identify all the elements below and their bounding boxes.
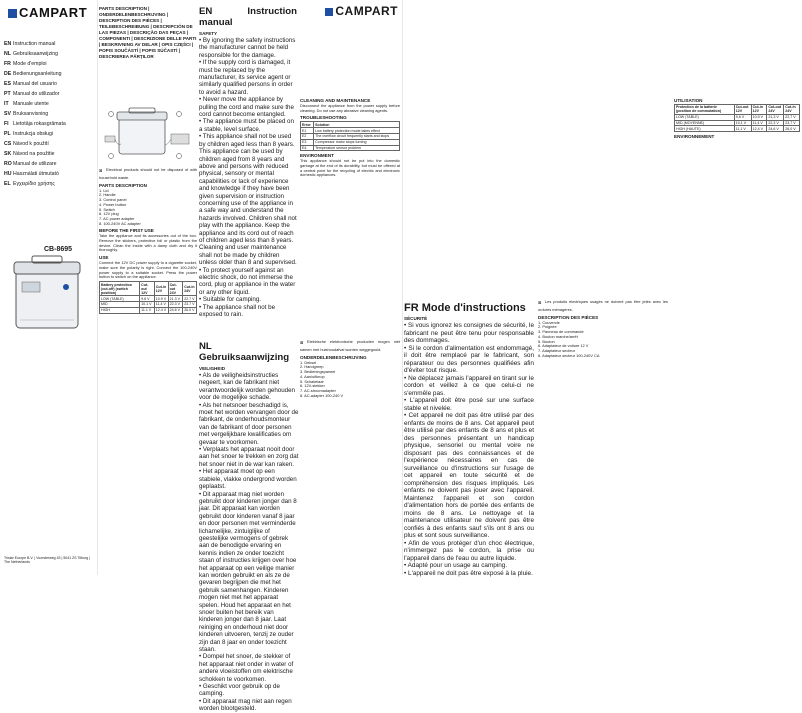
bullet-item: • L'appareil doit être posé sur une surface stable et nivelée. — [404, 397, 534, 412]
language-code: PT — [4, 91, 11, 98]
language-item — [4, 140, 94, 149]
part-item: 4. Power button — [99, 201, 127, 207]
en-env-heading: ENVIRONMENT — [300, 153, 334, 159]
part-item: 2. Poignée — [538, 324, 557, 330]
language-name: Manuale utente — [13, 101, 49, 108]
bullet-item: • To protect yourself against an electric shock, do not immerse the cord, plug or appliance in the water or any other liquid. — [199, 266, 296, 296]
en-column-3 — [300, 96, 400, 180]
part-item: 1. Deksel — [300, 359, 317, 365]
language-item — [4, 40, 94, 49]
part-item: 1. Couvercle — [538, 319, 560, 325]
en-env-text: This appliance should not be put into the domestic garbage at the end of its durability, but must be offered at a central point for the recycling of electric and electronic domestic appliances. — [300, 158, 400, 178]
table-row — [675, 126, 800, 132]
en-title: EN Instruction manual — [199, 6, 297, 28]
page-divider — [97, 0, 98, 575]
table-cell: 22.3 V — [168, 302, 183, 308]
language-code: IT — [4, 101, 9, 108]
language-code: EL — [4, 181, 11, 188]
part-item: 1. Lid — [99, 187, 109, 193]
table-cell: E3 — [301, 139, 314, 145]
table-cell: Error — [301, 122, 314, 128]
page-divider — [402, 0, 403, 575]
en-safety-heading: SAFETY — [199, 31, 218, 36]
language-code: HU — [4, 171, 12, 178]
nl-parts-list — [300, 361, 400, 399]
table-row — [100, 282, 197, 296]
table-cell: 23,7 V — [784, 120, 800, 126]
part-item: 6. 12V-stekker — [300, 383, 325, 389]
bin-icon: ⊠ — [99, 168, 103, 173]
en-parts-list — [99, 189, 197, 227]
language-item — [4, 50, 94, 59]
language-name: Instruction manual — [13, 41, 56, 48]
table-cell: Cut-in 12V — [751, 105, 767, 115]
bullet-item: • By ignoring the safety instructions the manufacturer cannot be held responsible for the damage. — [199, 37, 296, 59]
table-cell: 12,4 V — [751, 126, 767, 132]
en-column-2 — [199, 5, 297, 318]
language-code: SV — [4, 111, 11, 118]
language-name: Lietotāja rokasgrāmata — [13, 121, 66, 128]
part-item: 7. AC-stroomadapter — [300, 387, 336, 393]
part-item: 6. 12V plug — [99, 211, 119, 217]
table-cell: 12.4 V — [155, 308, 167, 313]
bullet-item: • Het apparaat moet op een stabiele, vlakke ondergrond worden geplaatst. — [199, 468, 297, 491]
language-name: Gebruiksaanwijzing — [13, 51, 58, 58]
language-item — [4, 120, 94, 129]
table-cell: 11,4 V — [751, 120, 767, 126]
model-number: CB-8695 — [44, 246, 73, 253]
table-cell: Temperature sensor problem — [314, 145, 400, 151]
nl-column-1 — [199, 340, 299, 713]
parts-illustration — [99, 94, 197, 164]
cover-page — [0, 0, 96, 575]
footer-address: Tristar Europe B.V. | Voorsterweg 43 | 5041 ZS Tilburg | The Netherlands — [4, 556, 90, 565]
en-trouble-table — [300, 121, 400, 151]
en-column-1 — [99, 168, 197, 314]
table-cell: 24,6 V — [767, 126, 784, 132]
bin-icon: ⊠ — [538, 300, 542, 305]
part-item: 5. Schakelaar — [300, 378, 324, 384]
table-cell: 9.6 V — [140, 296, 155, 302]
bullet-item: • The appliance must be placed on a stable, level surface. — [199, 118, 294, 133]
table-cell: Compressor motor stops turning — [314, 139, 400, 145]
language-name: Εγχειρίδιο χρήσης — [13, 181, 55, 188]
french-page — [404, 0, 802, 575]
nl-title: NL Gebruiksaanwijzing — [199, 341, 290, 363]
language-item — [4, 180, 94, 189]
part-item: 8. AC-adapter 100-240 V — [300, 392, 344, 398]
language-code: DE — [4, 71, 12, 78]
bullet-item: • Never move the appliance by pulling the cord and make sure the cord cannot become entangled. — [199, 96, 294, 119]
language-code: PL — [4, 131, 11, 138]
language-name: Manual del usuario — [13, 81, 57, 88]
language-item — [4, 60, 94, 69]
language-item — [4, 160, 94, 169]
table-cell: MID (MOYENNE) — [675, 120, 735, 126]
fr-use-heading: UTILISATION — [674, 98, 703, 103]
bin-icon: ⊠ — [300, 340, 304, 345]
part-item: 3. Bedieningspaneel — [300, 369, 336, 375]
part-item: 8. Adaptateur secteur 100-240V CA — [538, 352, 600, 358]
language-item — [4, 100, 94, 109]
en-parts-heading: PARTS DESCRIPTION — [99, 182, 147, 188]
table-cell: 24.6 V — [168, 307, 183, 313]
nl-safety-heading: VEILIGHEID — [199, 366, 226, 371]
table-cell: Cut-out 24V — [767, 105, 784, 115]
part-item: 7. Adaptateur secteur — [538, 347, 575, 353]
fr-safety-list — [404, 322, 534, 577]
language-code: ES — [4, 81, 11, 88]
fr-weee-note: ⊠ Les produits électriques usagés ne doivent pas être jetés avec les ordures ménagères. — [538, 299, 668, 312]
part-item: 4. Bouton marche/arrêt — [538, 333, 578, 339]
bullet-item: • Dompel het snoer, de stekker of het apparaat niet onder in water of andere vloeistoffen om elektrische schokken te voorkomen. — [199, 653, 294, 683]
language-name: Mode d'emploi — [13, 61, 47, 68]
table-cell: 22,7 V — [784, 114, 800, 120]
bullet-item: • Als het netsnoer beschadigd is, moet het worden vervangen door de fabrikant, de onderhoudsmonteur van de fabrikant of door personen met vergelijkbare kwalificaties om gevaar te voorkomen. — [199, 401, 299, 446]
table-cell: 26.0 V — [184, 308, 195, 313]
table-cell: Cut-in 24V — [183, 282, 197, 296]
en-use-text: Connect the 12V DC power supply to a cigarette socket, make sure the polarity is right. Connect the 100-240V power supply to a suitable socket. Press the power button to switch on the appliance. — [99, 260, 197, 280]
table-cell: 11,1 V — [734, 126, 751, 132]
language-list — [4, 40, 94, 190]
en-battery-table — [99, 281, 197, 313]
table-cell: 9,6 V — [734, 114, 751, 120]
table-cell: LOW (TABLE) — [100, 296, 140, 302]
nl-weee-note: ⊠ Elektrische elektronische producten mogen niet samen met huishoudafval worden weggegooid. — [300, 339, 400, 352]
table-cell: Low battery protection mode takes effect — [314, 128, 400, 134]
part-item: 3. Panneau de commande — [538, 329, 584, 335]
brand-logo-page2: CAMPART — [325, 4, 398, 18]
table-cell: Cut-in 24V — [784, 105, 800, 115]
en-weee-note: ⊠ Electrical products should not be disposed of with household waste. — [99, 167, 197, 180]
part-item: 7. AC power adapter — [99, 215, 135, 221]
part-item: 6. Adaptateur de voiture 12 V — [538, 343, 589, 349]
fr-env-heading: ENVIRONNEMENT — [674, 134, 715, 140]
language-code: RO — [4, 161, 12, 168]
bullet-item: • L'appareil ne doit pas être exposé à la pluie. — [404, 569, 533, 577]
part-item: 3. Control panel — [99, 197, 127, 203]
language-item — [4, 90, 94, 99]
table-cell: E4 — [301, 145, 314, 151]
language-name: Manual do utilizador — [13, 91, 60, 98]
language-code: CS — [4, 141, 12, 148]
fr-parts-list — [538, 321, 668, 359]
fr-column-2 — [538, 300, 668, 358]
nl-parts-heading: ONDERDELENBESCHRIJVING — [300, 354, 367, 360]
table-cell: 22,3 V — [767, 120, 784, 126]
table-cell: Cut-out 12V — [734, 105, 751, 115]
language-name: Bruksanvisning — [13, 111, 49, 118]
parts-heading: PARTS DESCRIPTION | ONDERDELENBESCHRIJVING | DESCRIPTION DES PIÈCES | TEILEBESCHREIBUNG | DESCRIPCIÓN DE LAS PIEZAS | DESCRIÇÃO DAS PEÇAS | COMPONENTI | DESCRIZIONE DELLE PARTI | BESKRIVNING AV DELAR | OPIS CZĘŚCI | POPIS SOUČÁSTÍ | POPIS SÚČASTÍ | DESCRIEREA PĂRȚILOR — [99, 6, 197, 59]
en-trouble-heading: TROUBLESHOOTING — [300, 115, 347, 121]
fr-protection-table — [674, 104, 800, 132]
table-cell: 10.9 V — [155, 296, 167, 301]
part-item: 5. Switch — [99, 206, 115, 212]
bullet-item: • Cet appareil ne doit pas être utilisé par des enfants de moins de 8 ans. Cet appareil peut être utilisé par des enfants de 8 ans et plus et des personnes présentant un handicap physique, sensoriel ou mental voire ne disposant pas des connaissances et de l'expérience nécessaires en cas de surveillance ou d'instructions sur l'usage de cet appareil en toute sécurité et de compréhension des risques impliqués. Les enfants ne doivent pas jouer avec l'appareil. Maintenez l'appareil et son cordon d'alimentation hors de portée des enfants de moins de 8 ans. Le nettoyage et la maintenance utilisateur ne doivent pas être confiés à des enfants sauf s'ils ont 8 ans ou plus et sont sous surveillance. — [404, 412, 534, 539]
table-cell: Protection de la batterie (position de commutation) — [675, 105, 735, 115]
bullet-item: • Afin de vous protéger d'un choc électrique, n'immergez pas le cordon, la prise ou l'appareil dans de l'eau ou autre liquide. — [404, 539, 534, 562]
table-row — [675, 105, 800, 115]
language-code: SK — [4, 151, 12, 158]
part-item: 2. Handgreep — [300, 364, 324, 370]
language-name: Návod k použití — [13, 141, 49, 148]
nl-column-2 — [300, 340, 400, 398]
table-cell: Cut-out 12V — [140, 282, 155, 296]
language-code: FI — [4, 121, 9, 128]
part-item: 5. Bouton — [538, 338, 555, 344]
table-cell: 21.3 V — [168, 296, 183, 302]
bullet-item: • The appliance shall not be exposed to rain. — [199, 303, 276, 319]
bullet-item: • Si le cordon d'alimentation est endommagé, il doit être remplacé par le fabricant, son réparateur ou des personnes qualifiées afin d'éviter tout risque. — [404, 344, 534, 374]
bullet-item: • This appliance shall not be used by children aged less than 8 years. This appliance can be used by children aged from 8 years and above and persons with reduced physical, sensory or mental capabilities or lack of experience and knowledge if they have been given supervision or instruction concerning use of the appliance in a safe way and understand the hazards involved. Children shall not play with the appliance. Keep the appliance and its cord out of reach of children aged less than 8 years. Cleaning and user maintenance shall not be made by children unless older than 8 and supervised. — [199, 133, 297, 267]
en-clean-heading: CLEANING AND MAINTENANCE — [300, 98, 371, 103]
bullet-item: • Ne déplacez jamais l'appareil en tirant sur le cordon et veillez à ce que celui-ci ne s'emmêle pas. — [404, 374, 534, 397]
language-name: Návod na použitie — [13, 151, 55, 158]
table-cell: The overflow circuit frequently starts and stops — [314, 133, 400, 139]
en-use-heading: USE — [99, 255, 109, 261]
table-cell: LOW (TABLE) — [675, 114, 735, 120]
language-name: Bedienungsanleitung — [13, 71, 62, 78]
table-cell: 26,0 V — [784, 126, 800, 132]
table-row — [301, 145, 400, 151]
table-row — [100, 307, 197, 313]
table-cell: Solution — [314, 122, 400, 128]
logo-mark-icon — [8, 9, 17, 18]
table-cell: 11.4 V — [154, 302, 168, 308]
language-name: Instrukcja obsługi — [13, 131, 54, 138]
en-clean-text: Disconnect the appliance from the power supply before cleaning. Do not use any abrasive cleaning agents. — [300, 103, 400, 113]
language-name: Használati útmutató — [13, 171, 59, 178]
english-page — [99, 0, 402, 713]
fr-title: FR Mode d'instructions — [404, 302, 526, 314]
bullet-item: • Si vous ignorez les consignes de sécurité, le fabricant ne peut être tenu pour responsable des dommages. — [404, 322, 534, 344]
nl-safety-list — [199, 372, 299, 713]
fr-parts-heading: DESCRIPTION DES PIÈCES — [538, 314, 599, 320]
bullet-item: • Suitable for camping. — [199, 296, 262, 304]
table-cell: 22.7 V — [184, 296, 195, 301]
language-item — [4, 150, 94, 159]
table-cell: 10,1 V — [734, 120, 751, 126]
table-cell: Cut-out 24V — [168, 282, 183, 296]
table-cell: E2 — [301, 133, 314, 139]
language-item — [4, 170, 94, 179]
bullet-item: • Dit apparaat mag niet aan regen worden blootgesteld. — [199, 697, 292, 713]
brand-logo — [8, 5, 87, 20]
language-item — [4, 80, 94, 89]
table-cell: 10.1 V — [140, 302, 155, 308]
fr-safety-heading: SÉCURITÉ — [404, 316, 428, 321]
language-code: EN — [4, 41, 12, 48]
bullet-item: • Verplaats het apparaat nooit door aan het snoer te trekken en zorg dat het snoer niet in de war kan raken. — [199, 446, 299, 468]
bullet-item: • If the supply cord is damaged, it must be replaced by the manufacturer, its service agent or similarly qualified persons in order to avoid a hazard. — [199, 59, 293, 96]
language-item — [4, 70, 94, 79]
table-cell: Battery protection (cut-off) (switch position) — [100, 282, 140, 296]
part-item: 2. Handle — [99, 192, 116, 198]
fr-column-1 — [404, 300, 534, 577]
table-cell: MID — [100, 302, 140, 308]
bullet-item: • Geschikt voor gebruik op de camping. — [199, 683, 280, 698]
language-name: Manual de utilizare — [13, 161, 57, 168]
bullet-item: • Adapté pour un usage au camping. — [404, 562, 508, 569]
table-cell: HIGH — [100, 307, 140, 313]
bullet-item: • Als de veiligheidsinstructies negeert, kan de fabrikant niet verantwoordelijk worden gehouden voor de mogelijke schade. — [199, 372, 295, 402]
part-item: 8. 100-240V AC adapter — [99, 220, 141, 226]
fr-column-3 — [674, 96, 800, 140]
brand-name: CAMPART — [19, 5, 88, 20]
en-before-text: Take the appliance and its accessories out of the box. Remove the stickers, protective foil or plastic from the device. Clean the inside with a damp cloth and dry it thoroughly. — [99, 233, 197, 253]
table-cell: 11.1 V — [140, 307, 155, 313]
en-before-heading: BEFORE THE FIRST USE — [99, 228, 154, 234]
logo-mark-icon — [325, 8, 333, 16]
language-item — [4, 110, 94, 119]
table-cell: E1 — [301, 128, 314, 134]
language-code: NL — [4, 51, 11, 58]
table-cell: 21,3 V — [767, 114, 784, 120]
language-code: FR — [4, 61, 11, 68]
language-item — [4, 130, 94, 139]
bullet-item: • Dit apparaat mag niet worden gebruikt door kinderen jonger dan 8 jaar. Dit apparaat kan worden gebruikt door kinderen vanaf 8 jaar en door personen met verminderde lichamelijke, zintuiglijke of geestelijke vermogens of gebrek aan de benodigde ervaring en kennis indien ze onder toezicht staan of instructies krijgen over hoe het apparaat op een veilige manier kan worden gebruikt en als ze de gevaren begrijpen die met het gebruik samenhangen. Kinderen mogen niet met het apparaat spelen. Houd het apparaat en het snoer buiten het bereik van kinderen jonger dan 8 jaar. Laat reiniging en onderhoud niet door kinderen uitvoeren, tenzij ze ouder zijn dan 8 jaar en onder toezicht staan. — [199, 490, 297, 654]
table-cell: 23.7 V — [184, 302, 195, 307]
table-cell: Cut-in 12V — [154, 282, 168, 296]
table-cell: HIGH (HAUTE) — [675, 126, 735, 132]
table-cell: 10,9 V — [751, 114, 767, 120]
part-item: 4. Aan/uitknop — [300, 373, 325, 379]
en-safety-list — [199, 37, 297, 318]
